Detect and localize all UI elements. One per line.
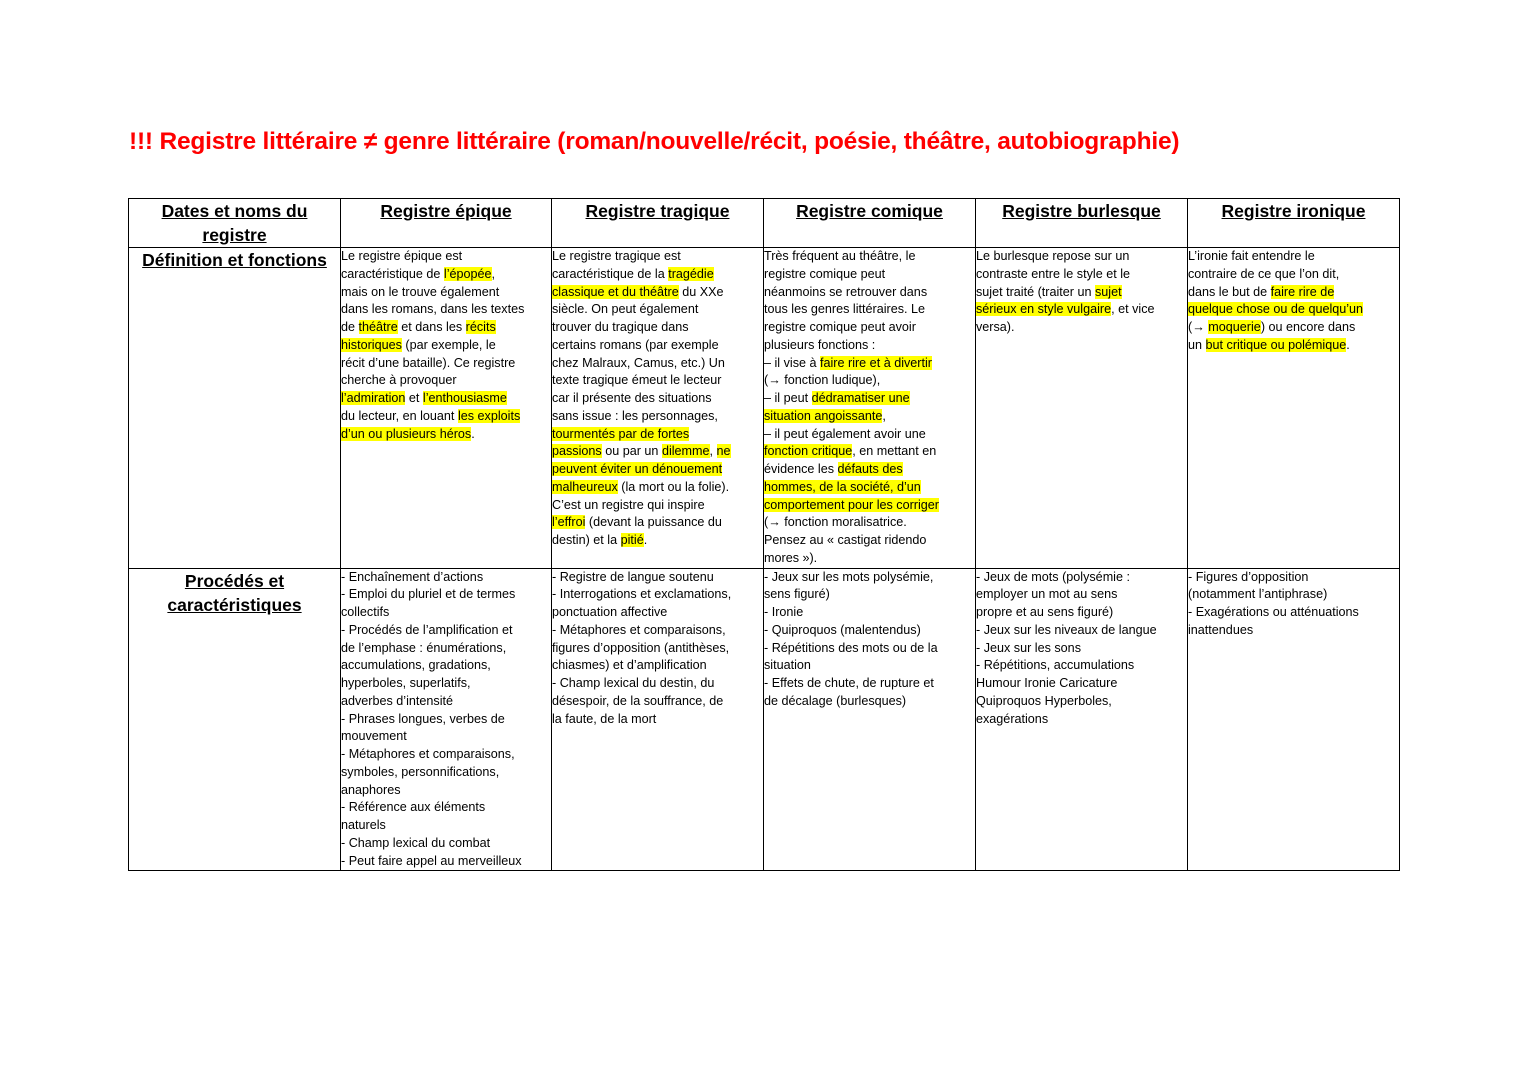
text-line	[764, 319, 975, 337]
text-line	[552, 355, 763, 373]
text-run: ,	[709, 444, 717, 459]
text-line	[552, 248, 763, 266]
list-item: exagérations	[976, 711, 1049, 726]
list-item: - Métaphores et comparaisons,	[552, 622, 726, 637]
highlighted-text: tourmentés par de fortes	[552, 426, 690, 441]
text-run: (devant la puissance du	[585, 515, 722, 530]
text-line	[764, 372, 975, 390]
text-run: car il présente des situations	[552, 391, 712, 405]
text-run: caractéristique de la	[552, 266, 669, 281]
text-line	[341, 319, 551, 337]
text-line	[552, 479, 763, 497]
text-line	[552, 426, 763, 444]
text-run: néanmoins se retrouver dans	[764, 284, 928, 299]
header-row	[129, 199, 1400, 248]
text-run: ,	[882, 408, 886, 423]
text-run: L’ironie fait entendre le	[1188, 249, 1315, 263]
text-line	[976, 319, 1187, 337]
text-line	[1188, 337, 1399, 355]
list-item: - Jeux de mots (polysémie :	[976, 569, 1130, 584]
list-item: symboles, personnifications,	[341, 764, 500, 779]
list-item: - Emploi du pluriel et de termes	[341, 587, 516, 602]
text-line	[1188, 248, 1399, 266]
text-run: (→ fonction ludique),	[764, 373, 881, 388]
definition-tragique	[552, 248, 764, 569]
highlighted-text: faire rire de	[1270, 284, 1335, 299]
header-registre-tragique: Registre tragique	[552, 199, 764, 248]
list-item: propre et au sens figuré)	[976, 605, 1114, 619]
text-line	[764, 390, 975, 408]
text-run: évidence les	[764, 462, 838, 476]
highlighted-text: dédramatiser une	[811, 391, 910, 405]
list-item: - Interrogations et exclamations,	[552, 587, 732, 602]
row-label-definition: Définition et fonctions	[129, 248, 341, 569]
list-item: sens figuré)	[764, 587, 830, 602]
definition-row	[129, 248, 1400, 569]
highlighted-text: fonction critique	[764, 444, 853, 459]
text-run: versa).	[976, 320, 1015, 334]
registres-table	[128, 198, 1400, 871]
text-run: trouver du tragique dans	[552, 320, 689, 334]
text-run: sans issue : les personnages,	[552, 408, 718, 423]
text-run: mores »).	[764, 550, 818, 565]
procedes-comique	[764, 568, 976, 871]
list-item: - Exagérations ou atténuations	[1188, 605, 1359, 619]
highlighted-text: l’enthousiasme	[422, 391, 507, 405]
highlighted-text: l’effroi	[552, 515, 586, 530]
text-line	[552, 301, 763, 319]
text-line	[552, 532, 763, 550]
text-run: Le registre tragique est	[552, 249, 681, 263]
text-line	[341, 408, 551, 426]
list-item: anaphores	[341, 782, 401, 797]
text-line	[976, 248, 1187, 266]
list-item: - Quiproquos (malentendus)	[764, 622, 921, 637]
text-line	[764, 408, 975, 426]
list-item: - Figures d’opposition	[1188, 569, 1309, 584]
text-run: Le registre épique est	[341, 249, 463, 263]
list-item: accumulations, gradations,	[341, 658, 491, 673]
text-run: de	[341, 320, 359, 334]
text-line	[976, 301, 1187, 319]
text-line	[341, 337, 551, 355]
text-line	[552, 461, 763, 479]
list-item: - Phrases longues, verbes de	[341, 711, 505, 726]
text-line	[764, 266, 975, 284]
text-line	[552, 443, 763, 461]
list-item: naturels	[341, 818, 386, 832]
highlighted-text: passions	[552, 444, 602, 459]
text-run: registre comique peut avoir	[764, 320, 916, 334]
text-line	[764, 248, 975, 266]
list-item: - Champ lexical du combat	[341, 835, 491, 850]
text-run: du XXe	[678, 284, 724, 299]
text-run: ou par un	[601, 444, 662, 459]
list-item: - Métaphores et comparaisons,	[341, 747, 515, 761]
text-run: dans les romans, dans les textes	[341, 302, 525, 317]
text-line	[552, 408, 763, 426]
list-item: chiasmes) et d’amplification	[552, 658, 707, 673]
text-run: – il peut également avoir une	[764, 426, 926, 441]
list-item: collectifs	[341, 605, 390, 619]
text-run: (la mort ou la folie).	[617, 479, 730, 494]
text-line	[764, 514, 975, 532]
list-item: - Jeux sur les sons	[976, 640, 1081, 655]
list-item: - Référence aux éléments	[341, 800, 486, 815]
text-run: (→ fonction moralisatrice.	[764, 515, 907, 530]
text-line	[341, 284, 551, 302]
text-line	[1188, 284, 1399, 302]
text-run: plusieurs fonctions :	[764, 337, 876, 352]
text-run: – il vise à	[764, 355, 820, 370]
text-run: caractéristique de	[341, 266, 444, 281]
text-line	[1188, 319, 1399, 337]
highlighted-text: l’admiration	[341, 391, 406, 405]
text-line	[341, 390, 551, 408]
text-run: contraire de ce que l’on dit,	[1188, 266, 1340, 281]
text-line	[764, 461, 975, 479]
text-run: C’est un registre qui inspire	[552, 497, 705, 512]
text-line	[764, 301, 975, 319]
list-item: hyperboles, superlatifs,	[341, 676, 471, 690]
text-line	[764, 497, 975, 515]
text-line	[764, 479, 975, 497]
highlighted-text: sujet	[1095, 284, 1122, 299]
list-item: de décalage (burlesques)	[764, 693, 907, 708]
text-run: et dans les	[397, 320, 466, 334]
text-run: dans le but de	[1188, 284, 1271, 299]
text-line	[764, 532, 975, 550]
highlighted-text: historiques	[341, 337, 402, 352]
highlighted-text: d’un ou plusieurs héros	[341, 426, 472, 441]
text-run: et	[405, 391, 423, 405]
list-item: de l’emphase : énumérations,	[341, 640, 507, 655]
definition-burlesque	[976, 248, 1188, 569]
text-run: Le burlesque repose sur un	[976, 249, 1130, 263]
list-item: - Procédés de l’amplification et	[341, 622, 513, 637]
list-item: - Répétitions, accumulations	[976, 658, 1135, 673]
definition-ironique	[1188, 248, 1400, 569]
highlighted-text: peuvent éviter un dénouement	[552, 462, 723, 476]
text-line	[341, 426, 551, 444]
list-item: - Registre de langue soutenu	[552, 569, 714, 584]
header-dates-noms: Dates et noms du registre	[129, 199, 341, 248]
text-run: (par exemple, le	[401, 337, 496, 352]
text-run: siècle. On peut également	[552, 302, 699, 317]
highlighted-text: récits	[465, 320, 496, 334]
procedes-row	[129, 568, 1400, 871]
highlighted-text: malheureux	[552, 479, 618, 494]
header-registre-burlesque: Registre burlesque	[976, 199, 1188, 248]
text-run: destin) et la	[552, 533, 621, 547]
list-item: employer un mot au sens	[976, 587, 1118, 602]
text-line	[341, 372, 551, 390]
text-run: chez Malraux, Camus, etc.) Un	[552, 355, 725, 370]
text-line	[552, 390, 763, 408]
text-line	[552, 284, 763, 302]
text-run: cherche à provoquer	[341, 373, 457, 388]
text-run: sujet traité (traiter un	[976, 284, 1095, 299]
highlighted-text: situation angoissante	[764, 408, 883, 423]
list-item: désespoir, de la souffrance, de	[552, 693, 724, 708]
text-line	[341, 266, 551, 284]
text-run: , et vice	[1111, 302, 1155, 317]
highlighted-text: pitié	[620, 533, 644, 547]
text-run: registre comique peut	[764, 266, 886, 281]
text-line	[341, 248, 551, 266]
text-line	[764, 284, 975, 302]
text-run: .	[471, 426, 475, 441]
list-item: - Champ lexical du destin, du	[552, 676, 715, 690]
text-line	[976, 266, 1187, 284]
text-line	[552, 266, 763, 284]
highlighted-text: classique et du théâtre	[552, 284, 679, 299]
text-line	[976, 284, 1187, 302]
text-run: .	[1346, 337, 1350, 352]
text-line	[552, 372, 763, 390]
definition-comique	[764, 248, 976, 569]
text-run: récit d’une bataille). Ce registre	[341, 355, 516, 370]
list-item: la faute, de la mort	[552, 711, 657, 726]
text-line	[764, 355, 975, 373]
text-line	[341, 355, 551, 373]
list-item: ponctuation affective	[552, 605, 668, 619]
text-line	[552, 497, 763, 515]
text-line	[764, 426, 975, 444]
text-run: Pensez au « castigat ridendo	[764, 533, 927, 547]
procedes-tragique	[552, 568, 764, 871]
list-item: - Enchaînement d’actions	[341, 569, 484, 584]
list-item: - Ironie	[764, 605, 804, 619]
procedes-ironique	[1188, 568, 1400, 871]
text-line	[1188, 301, 1399, 319]
text-line	[552, 337, 763, 355]
page-title: !!! Registre littéraire ≠ genre littéraire (roman/nouvelle/récit, poésie, théâtre, autobiographie)	[129, 128, 1180, 155]
text-run: certains romans (par exemple	[552, 337, 719, 352]
text-run: tous les genres littéraires. Le	[764, 302, 926, 317]
text-line	[764, 337, 975, 355]
list-item: - Répétitions des mots ou de la	[764, 640, 938, 655]
definition-epique	[341, 248, 552, 569]
text-run: ) ou encore dans	[1260, 320, 1356, 334]
list-item: - Peut faire appel au merveilleux	[341, 853, 522, 868]
highlighted-text: théâtre	[358, 320, 398, 334]
highlighted-text: faire rire et à divertir	[820, 355, 932, 370]
list-item: mouvement	[341, 729, 407, 744]
highlighted-text: moquerie	[1208, 320, 1261, 334]
highlighted-text: sérieux en style vulgaire	[976, 302, 1112, 317]
highlighted-text: défauts des	[837, 462, 903, 476]
list-item: Quiproquos Hyperboles,	[976, 693, 1112, 708]
list-item: - Effets de chute, de rupture et	[764, 676, 934, 690]
text-line	[764, 550, 975, 568]
text-run: .	[643, 533, 648, 547]
list-item: figures d’opposition (antithèses,	[552, 640, 730, 655]
highlighted-text: les exploits	[457, 408, 521, 423]
text-line	[552, 514, 763, 532]
text-line	[764, 443, 975, 461]
text-run: mais on le trouve également	[341, 284, 500, 299]
text-line	[552, 319, 763, 337]
highlighted-text: but critique ou polémique	[1205, 337, 1347, 352]
text-line	[1188, 266, 1399, 284]
highlighted-text: comportement pour les corriger	[764, 497, 939, 512]
highlighted-text: ne	[716, 444, 731, 459]
list-item: Humour Ironie Caricature	[976, 676, 1118, 690]
text-run: , en mettant en	[852, 444, 937, 459]
text-run: contraste entre le style et le	[976, 266, 1131, 281]
highlighted-text: quelque chose ou de quelqu’un	[1188, 302, 1364, 317]
list-item: (notamment l’antiphrase)	[1188, 587, 1328, 602]
highlighted-text: l’épopée	[443, 266, 492, 281]
list-item: situation	[764, 658, 811, 673]
text-run: du lecteur, en louant	[341, 408, 458, 423]
header-registre-epique: Registre épique	[341, 199, 552, 248]
text-run: – il peut	[764, 391, 812, 405]
list-item: adverbes d’intensité	[341, 693, 454, 708]
header-registre-ironique: Registre ironique	[1188, 199, 1400, 248]
header-registre-comique: Registre comique	[764, 199, 976, 248]
text-run: (→	[1188, 320, 1209, 334]
list-item: - Jeux sur les niveaux de langue	[976, 622, 1157, 637]
text-run: Très fréquent au théâtre, le	[764, 249, 916, 263]
list-item: inattendues	[1188, 622, 1254, 637]
highlighted-text: dilemme	[661, 444, 710, 459]
text-run: un	[1188, 337, 1206, 352]
text-run: ,	[491, 266, 496, 281]
row-label-procedes: Procédés et caractéristiques	[129, 568, 341, 871]
text-line	[341, 301, 551, 319]
procedes-burlesque	[976, 568, 1188, 871]
text-run: texte tragique émeut le lecteur	[552, 373, 722, 388]
procedes-epique	[341, 568, 552, 871]
highlighted-text: hommes, de la société, d’un	[764, 479, 921, 494]
list-item: - Jeux sur les mots polysémie,	[764, 569, 934, 584]
highlighted-text: tragédie	[668, 266, 714, 281]
